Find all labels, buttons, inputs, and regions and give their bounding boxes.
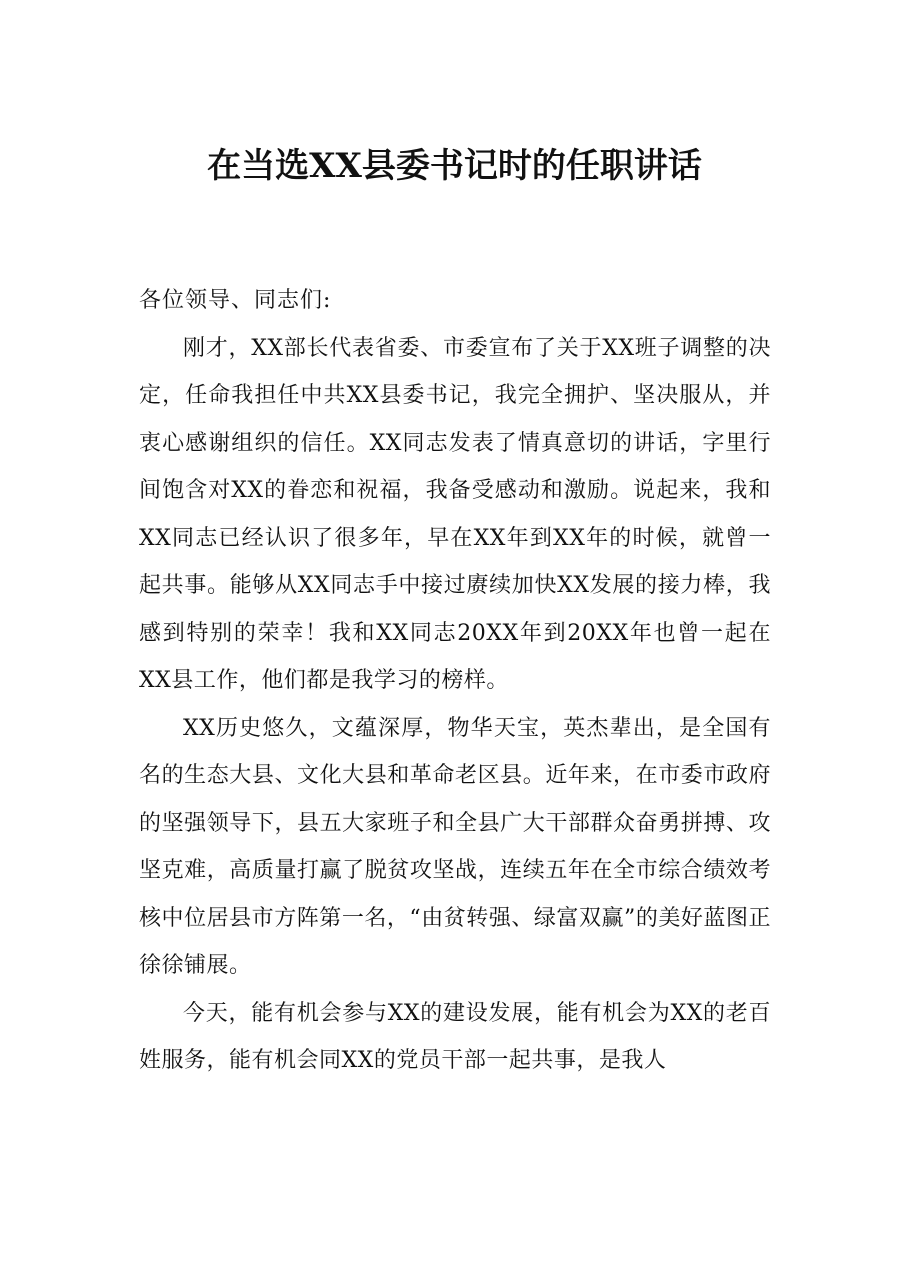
document-title: 在当选XX县委书记时的任职讲话 bbox=[207, 146, 702, 186]
paragraph-3: 今天，能有机会参与XX的建设发展，能有机会为XX的老百姓服务，能有机会同XX的党员干部一起共事，是我人 bbox=[139, 1000, 771, 1073]
paragraph-1: 刚才，XX部长代表省委、市委宣布了关于XX班子调整的决定，任命我担任中共XX县委书记，我完全拥护、坚决服从，并衷心感谢组织的信任。XX同志发表了情真意切的讲话，字里行间饱含对XX的眷恋和祝福，我备受感动和激励。说起来，我和XX同志已经认识了很多年，早在XX年到XX年的时候，就曾一起共事。能够从XX同志手中接过赓续加快XX发展的接力棒，我感到特别的荣幸！我和XX同志20XX年到20XX年也曾一起在XX县工作，他们都是我学习的榜样。 bbox=[139, 335, 771, 693]
document-body bbox=[139, 277, 771, 1085]
salutation: 各位领导、同志们: bbox=[139, 288, 332, 313]
paragraph-2: XX历史悠久，文蕴深厚，物华天宝，英杰辈出，是全国有名的生态大县、文化大县和革命老区县。近年来，在市委市政府的坚强领导下，县五大家班子和全县广大干部群众奋勇拼搏、攻坚克难，高质量打赢了脱贫攻坚战，连续五年在全市综合绩效考核中位居县市方阵第一名，“由贫转强、绿富双赢”的美好蓝图正徐徐铺展。 bbox=[139, 715, 771, 978]
